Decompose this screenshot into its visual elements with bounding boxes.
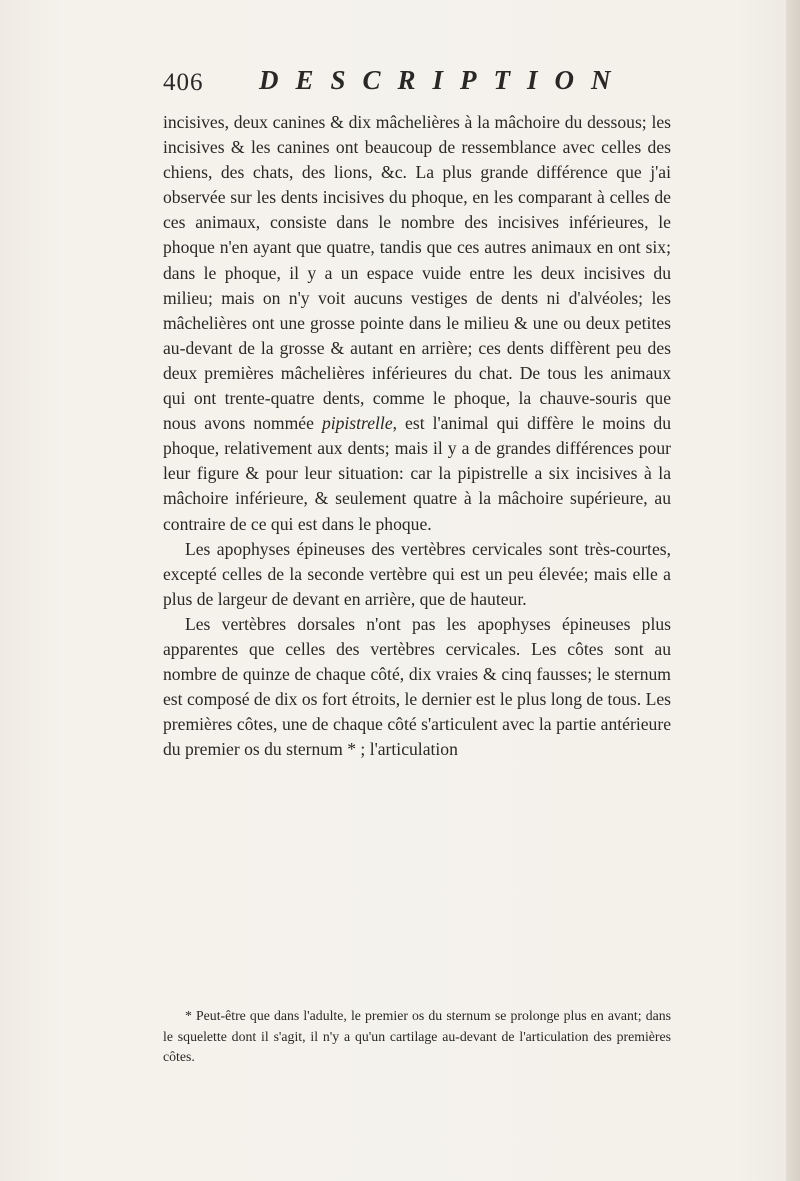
paragraph-teeth-text: incisives, deux canines & dix mâchelières à la mâchoire du dessous; les incisives & les canines ont beaucoup de ressemblance avec celles des chiens, des chats, des lions, &c. La plus grande différence que j'ai observée sur les dents incisives du phoque, en les comparant à celles de ces animaux, consiste dans le nombre des incisives inférieures, le phoque n'en ayant que quatre, tandis que ces autres animaux en ont six; dans le phoque, il y a un espace vuide entre les deux incisives du milieu; mais on n'y voit aucuns vestiges de dents ni d'alvéoles; les mâchelières ont une grosse pointe dans le milieu & une ou deux petites au-devant de la grosse & autant en arrière; ces dents diffèrent peu des deux premières mâchelières inférieures du chat. De tous les animaux qui ont trente-quatre dents, comme le phoque, la chauve-souris que nous avons nommée	[163, 112, 671, 434]
running-title: DESCRIPTION	[259, 65, 628, 95]
paragraph-teeth-continuation: , est l'animal qui diffère le moins du phoque, relativement aux dents; mais il y a de grandes différences pour leur figure & pour leur situation: car la pipistrelle a six incisives à la mâchoire inférieure, & seulement quatre à la mâchoire supérieure, au contraire de ce qui est dans le phoque.	[163, 413, 671, 534]
paragraph-teeth	[163, 110, 671, 537]
footnote: * Peut-être que dans l'adulte, le premier os du sternum se prolonge plus en avant; dans le squelette dont il s'agit, il n'y a qu'un cartilage au-devant de l'articulation des premières côtes.	[163, 1008, 671, 1064]
page-edge-shadow	[786, 0, 800, 1181]
page-header	[163, 63, 683, 103]
paragraph-cervical-vertebrae: Les apophyses épineuses des vertèbres cervicales sont très-courtes, excepté celles de la seconde vertèbre qui est un peu élevée; mais elle a plus de largeur de devant en arrière, que de hauteur.	[163, 538, 671, 609]
italic-term-pipistrelle: pipistrelle	[321, 413, 393, 434]
main-text	[163, 110, 671, 762]
paragraph-dorsal-vertebrae: Les vertèbres dorsales n'ont pas les apophyses épineuses plus apparentes que celles des vertèbres cervicales. Les côtes sont au nombre de quinze de chaque côté, dix vraies & cinq fausses; le sternum est composé de dix os fort étroits, le dernier est le plus long de tous. Les premières côtes, une de chaque côté s'articulent avec la partie antérieure du premier os du sternum * ; l'articulation	[163, 613, 671, 760]
page-number: 406	[163, 69, 204, 96]
